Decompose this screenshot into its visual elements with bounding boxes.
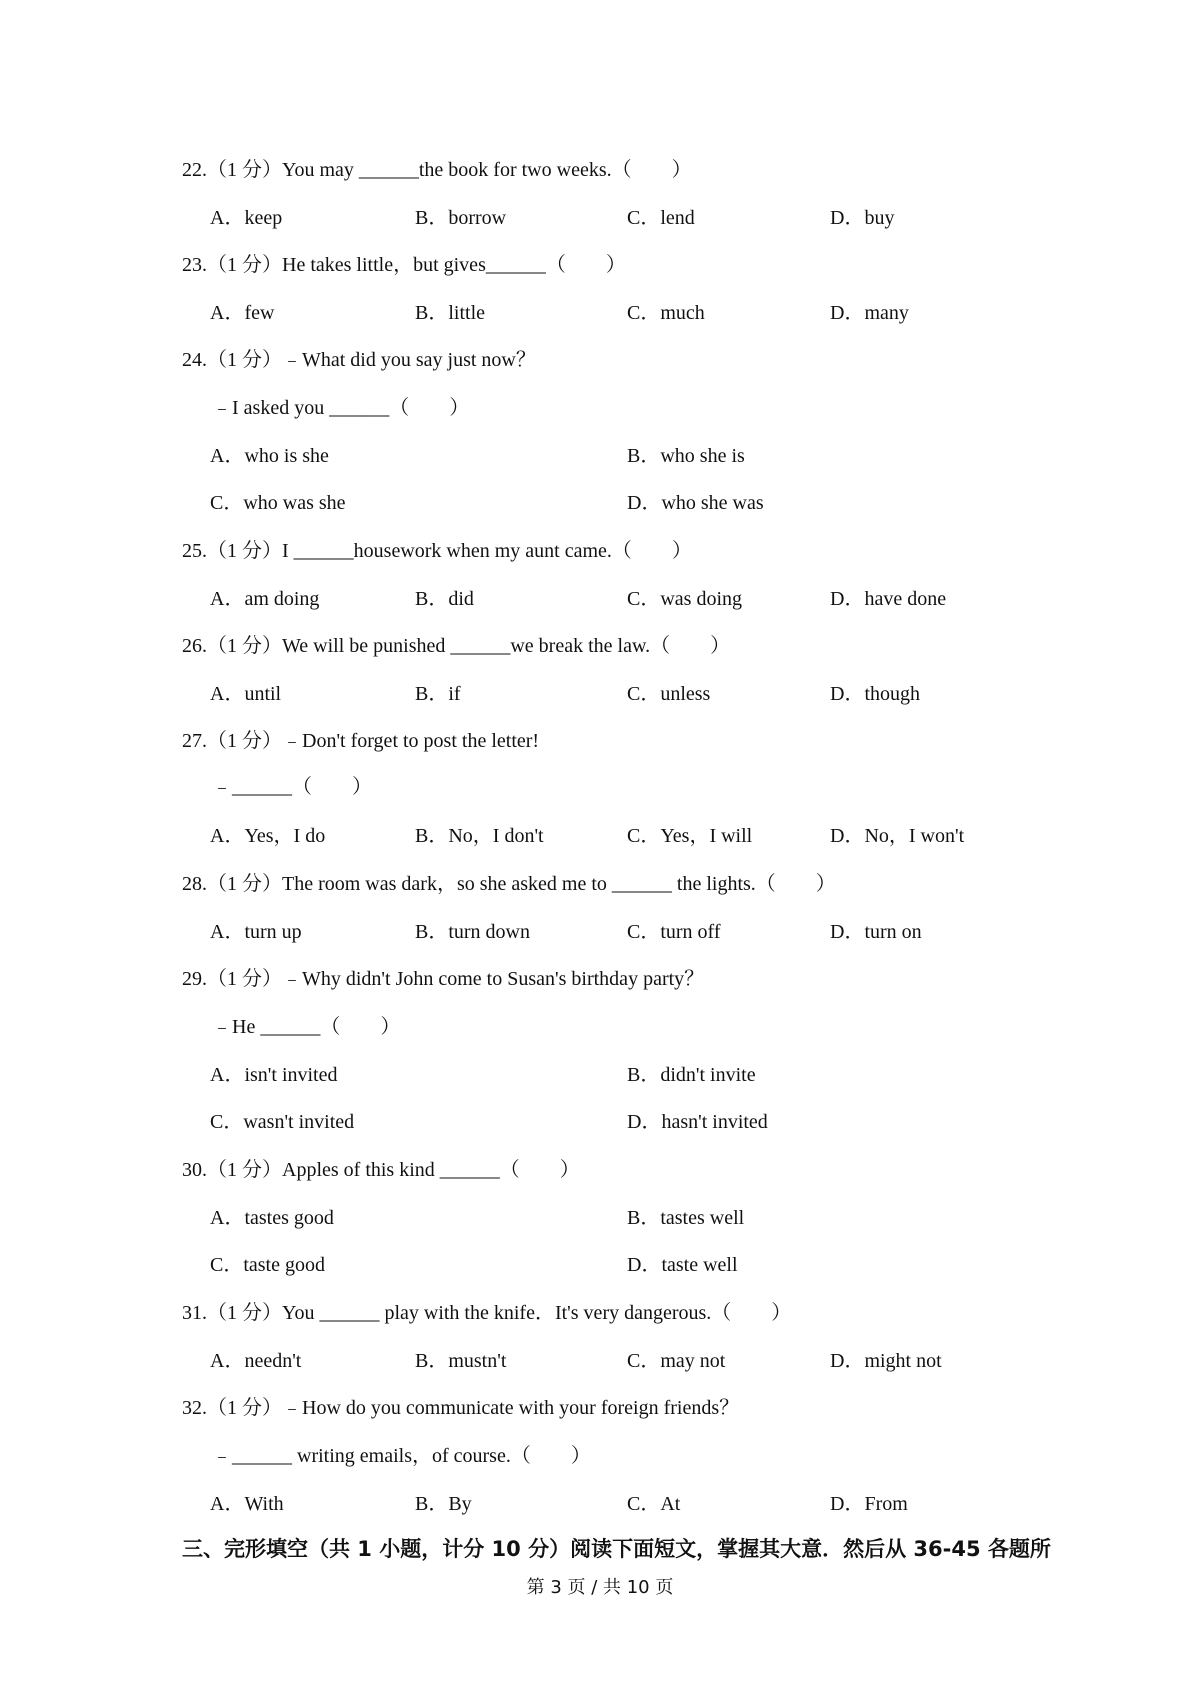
question-24-prompt: ﹣I asked you ______（ ）	[212, 397, 470, 419]
question-32-option-d: D．From	[830, 1493, 908, 1515]
question-24-option-b: B．who she is	[627, 445, 745, 467]
question-26-option-b: B．if	[415, 683, 461, 705]
question-22-option-d: D．buy	[830, 207, 895, 229]
question-30-stem: 30.（1 分）Apples of this kind ______（ ）	[182, 1159, 580, 1181]
question-32-option-c: C．At	[627, 1493, 681, 1515]
question-26-option-d: D．though	[830, 683, 920, 705]
question-29-stem: 29.（1 分）﹣Why didn't John come to Susan's birthday party？	[182, 968, 705, 990]
section-heading	[182, 1535, 1051, 1563]
section-heading-num-1: 1	[350, 1537, 380, 1561]
question-32-option-b: B．By	[415, 1493, 472, 1515]
question-28-option-b: B．turn down	[415, 921, 530, 943]
question-31-option-a: A．needn't	[210, 1350, 302, 1372]
question-31-option-c: C．may not	[627, 1350, 726, 1372]
question-28-option-d: D．turn on	[830, 921, 922, 943]
question-30-option-b: B．tastes well	[627, 1207, 745, 1229]
question-25-option-c: C．was doing	[627, 588, 742, 610]
page-footer: 第 3 页 / 共 10 页	[526, 1577, 674, 1598]
section-heading-part-3: 分）阅读下面短文，掌握其大意．然后从	[528, 1537, 907, 1561]
question-26-option-a: A．until	[210, 683, 282, 705]
question-27-stem: 27.（1 分）﹣Don't forget to post the letter!	[182, 730, 540, 752]
question-23-option-b: B．little	[415, 302, 485, 324]
question-27-option-d: D．No，I won't	[830, 825, 965, 847]
question-23-option-a: A．few	[210, 302, 275, 324]
question-25-option-d: D．have done	[830, 588, 947, 610]
question-30-option-d: D．taste well	[627, 1254, 738, 1276]
question-23-stem: 23.（1 分）He takes little，but gives______（ ）	[182, 254, 626, 276]
question-25-option-a: A．am doing	[210, 588, 320, 610]
question-24-option-c: C．who was she	[210, 492, 346, 514]
question-22-option-a: A．keep	[210, 207, 283, 229]
question-22-option-c: C．lend	[627, 207, 695, 229]
question-24-option-a: A．who is she	[210, 445, 329, 467]
question-30-option-c: C．taste good	[210, 1254, 325, 1276]
question-22-stem: 22.（1 分）You may ______the book for two weeks.（ ）	[182, 159, 692, 181]
question-30-option-a: A．tastes good	[210, 1207, 334, 1229]
question-23-option-d: D．many	[830, 302, 909, 324]
section-heading-part-4: 各题所	[987, 1537, 1051, 1561]
section-heading-part-1: 三、完形填空（共	[182, 1537, 350, 1561]
question-27-option-c: C．Yes，I will	[627, 825, 753, 847]
question-31-option-d: D．might not	[830, 1350, 942, 1372]
question-31-option-b: B．mustn't	[415, 1350, 507, 1372]
question-29-prompt: ﹣He ______（ ）	[212, 1016, 401, 1038]
question-25-option-b: B．did	[415, 588, 474, 610]
question-28-stem: 28.（1 分）The room was dark，so she asked me to ______ the lights.（ ）	[182, 873, 836, 895]
question-29-option-c: C．wasn't invited	[210, 1111, 355, 1133]
question-25-stem: 25.（1 分）I ______housework when my aunt came.（ ）	[182, 540, 692, 562]
section-heading-part-2: 小题，计分	[379, 1537, 485, 1561]
question-32-stem: 32.（1 分）﹣How do you communicate with your foreign friends？	[182, 1397, 740, 1419]
question-31-stem: 31.（1 分）You ______ play with the knife．It's very dangerous.（ ）	[182, 1302, 792, 1324]
question-24-option-d: D．who she was	[627, 492, 764, 514]
question-29-option-b: B．didn't invite	[627, 1064, 756, 1086]
question-29-option-a: A．isn't invited	[210, 1064, 338, 1086]
question-29-option-d: D．hasn't invited	[627, 1111, 768, 1133]
question-28-option-a: A．turn up	[210, 921, 302, 943]
question-23-option-c: C．much	[627, 302, 705, 324]
section-heading-num-3: 36-45	[906, 1537, 988, 1561]
question-32-option-a: A．With	[210, 1493, 284, 1515]
question-26-stem: 26.（1 分）We will be punished ______we break the law.（ ）	[182, 635, 731, 657]
question-27-prompt: ﹣______（ ）	[212, 776, 372, 798]
question-22-option-b: B．borrow	[415, 207, 507, 229]
question-26-option-c: C．unless	[627, 683, 711, 705]
section-heading-num-2: 10	[484, 1537, 529, 1561]
question-27-option-b: B．No，I don't	[415, 825, 544, 847]
question-28-option-c: C．turn off	[627, 921, 721, 943]
question-32-prompt: ﹣______ writing emails，of course.（ ）	[212, 1445, 591, 1467]
question-27-option-a: A．Yes，I do	[210, 825, 326, 847]
question-24-stem: 24.（1 分）﹣What did you say just now？	[182, 349, 536, 371]
